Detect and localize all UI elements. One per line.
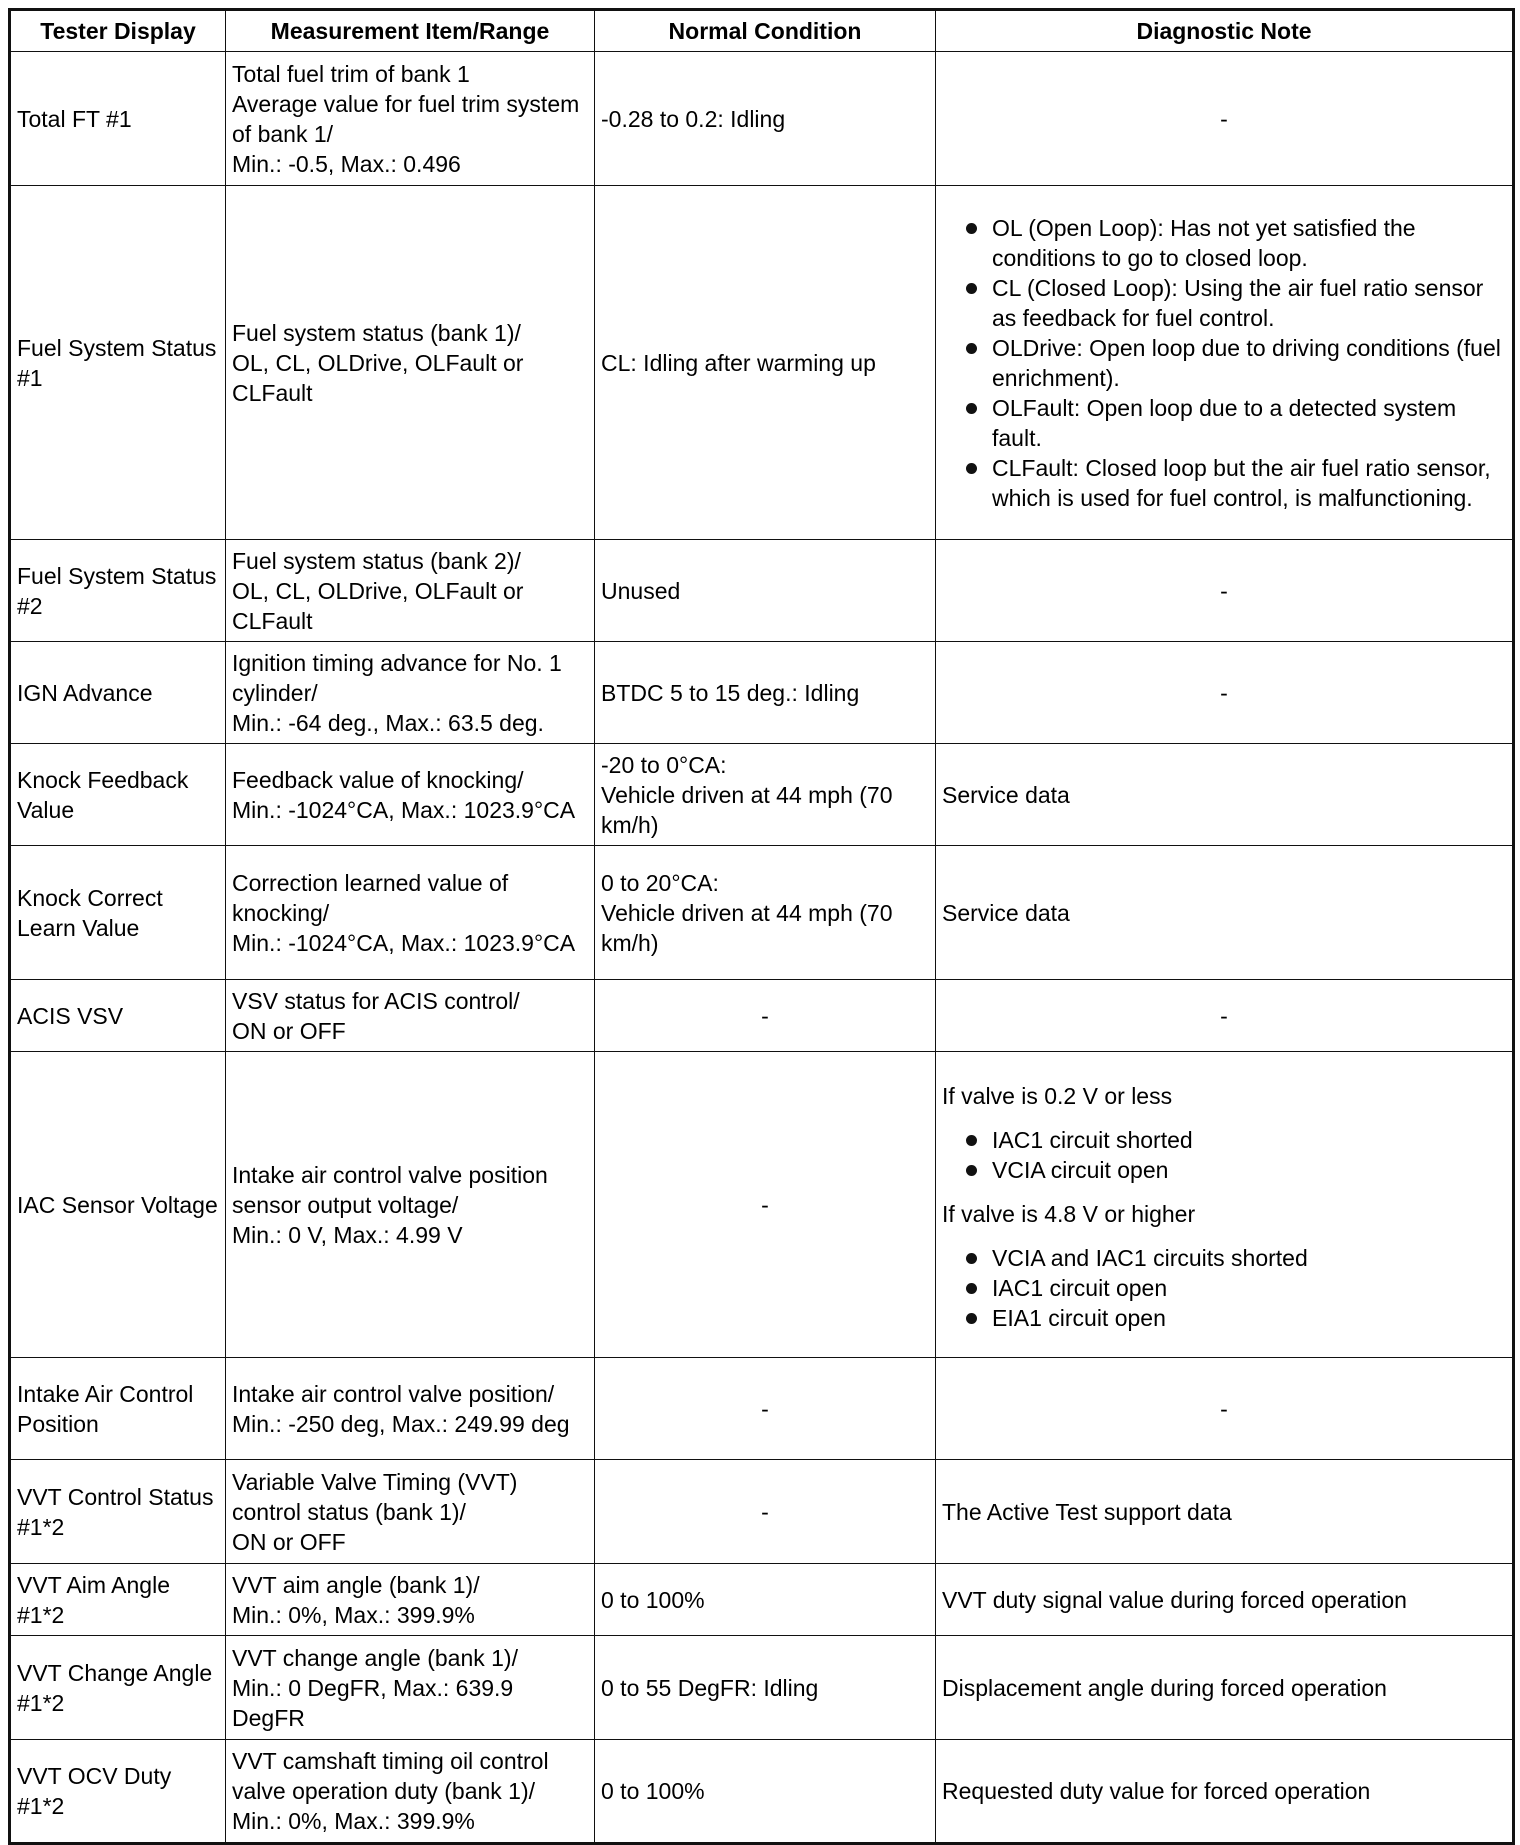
bullet-icon xyxy=(966,1253,977,1264)
header-tester-display: Tester Display xyxy=(10,10,226,52)
diagnostic-note-cell xyxy=(936,540,1514,642)
diagnostic-note-text: - xyxy=(1220,1395,1228,1422)
normal-condition-text: Vehicle driven at 44 mph (70 km/h) xyxy=(601,781,893,838)
normal-condition-text: BTDC 5 to 15 deg.: Idling xyxy=(601,679,860,706)
measurement-cell xyxy=(226,1052,595,1358)
diagnostic-note-cell xyxy=(936,186,1514,540)
diagnostic-note-text: The Active Test support data xyxy=(942,1498,1232,1525)
measurement-cell xyxy=(226,540,595,642)
list-item: OLDrive: Open loop due to driving conditions (fuel enrichment). xyxy=(942,333,1506,393)
list-item: IAC1 circuit open xyxy=(942,1273,1506,1303)
table-row xyxy=(10,744,1514,846)
normal-condition-cell xyxy=(595,846,936,980)
measurement-text: Total fuel trim of bank 1 xyxy=(232,60,470,87)
normal-condition-text: CL: Idling after warming up xyxy=(601,349,876,376)
measurement-cell xyxy=(226,980,595,1052)
measurement-cell xyxy=(226,1460,595,1564)
tester-display-cell xyxy=(10,1636,226,1740)
tester-display-text: Total FT #1 xyxy=(17,105,132,132)
measurement-text: ON or OFF xyxy=(232,1017,346,1044)
diagnostic-note-cell xyxy=(936,1358,1514,1460)
diagnostic-note-cell xyxy=(936,1740,1514,1844)
measurement-text: Correction learned value of knocking/ xyxy=(232,869,509,926)
normal-condition-text: - xyxy=(761,1191,769,1218)
table-row xyxy=(10,846,1514,980)
tester-display-text: Knock Feedback Value xyxy=(17,766,189,823)
bullet-icon xyxy=(966,1165,977,1176)
tester-display-text: Fuel System Status #2 xyxy=(17,562,217,619)
tester-display-cell xyxy=(10,52,226,186)
list-item: OLFault: Open loop due to a detected system fault. xyxy=(942,393,1506,453)
normal-condition-text: 0 to 100% xyxy=(601,1778,705,1804)
list-item: VCIA circuit open xyxy=(942,1155,1506,1185)
diagnostic-note-cell xyxy=(936,980,1514,1052)
tester-display-cell xyxy=(10,1358,226,1460)
diagnostic-note-text: - xyxy=(1220,577,1228,604)
table-row xyxy=(10,1740,1514,1844)
tester-display-text: Fuel System Status #1 xyxy=(17,334,217,391)
measurement-text: VVT camshaft timing oil control valve operation duty (bank 1)/ xyxy=(232,1748,549,1804)
measurement-text: Intake air control valve position/ xyxy=(232,1380,555,1407)
table-row xyxy=(10,52,1514,186)
normal-condition-cell xyxy=(595,980,936,1052)
measurement-text: Min.: 0%, Max.: 399.9% xyxy=(232,1601,475,1628)
measurement-text: Intake air control valve position sensor output voltage/ xyxy=(232,1161,548,1218)
table-row xyxy=(10,1358,1514,1460)
bullet-icon xyxy=(966,1135,977,1146)
list-item: CLFault: Closed loop but the air fuel ratio sensor, which is used for fuel control, is malfunctioning. xyxy=(942,453,1506,513)
measurement-text: Variable Valve Timing (VVT) control status (bank 1)/ xyxy=(232,1468,518,1525)
list-item: VCIA and IAC1 circuits shorted xyxy=(942,1243,1506,1273)
diagnostic-note-condition: If valve is 0.2 V or less xyxy=(942,1082,1173,1109)
normal-condition-text: Unused xyxy=(601,577,681,604)
diagnostic-note-cell xyxy=(936,1460,1514,1564)
tester-display-cell xyxy=(10,846,226,980)
tester-display-cell xyxy=(10,186,226,540)
measurement-text: Min.: 0 V, Max.: 4.99 V xyxy=(232,1221,463,1248)
normal-condition-cell xyxy=(595,1564,936,1636)
tester-display-text: Knock Correct Learn Value xyxy=(17,884,163,941)
table-row xyxy=(10,186,1514,540)
measurement-cell xyxy=(226,1636,595,1740)
diagnostic-note-text: Displacement angle during forced operation xyxy=(942,1674,1387,1701)
measurement-cell xyxy=(226,1358,595,1460)
normal-condition-text: - xyxy=(761,1395,769,1422)
tester-display-text: ACIS VSV xyxy=(17,1002,124,1029)
tester-display-cell xyxy=(10,1460,226,1564)
measurement-text: OL, CL, OLDrive, OLFault or CLFault xyxy=(232,349,524,406)
diagnostic-note-text: VVT duty signal value during forced operation xyxy=(942,1586,1407,1613)
normal-condition-cell xyxy=(595,1358,936,1460)
normal-condition-cell xyxy=(595,540,936,642)
table-row xyxy=(10,1460,1514,1564)
normal-condition-text: - xyxy=(761,1002,769,1029)
list-item: EIA1 circuit open xyxy=(942,1303,1506,1333)
tester-display-cell xyxy=(10,744,226,846)
normal-condition-text: 0 to 55 DegFR: Idling xyxy=(601,1674,819,1701)
measurement-text: Ignition timing advance for No. 1 cylinder/ xyxy=(232,649,562,706)
bullet-icon xyxy=(966,343,977,354)
tester-display-text: VVT Control Status #1*2 xyxy=(17,1483,214,1540)
normal-condition-cell xyxy=(595,744,936,846)
measurement-text: VVT change angle (bank 1)/ xyxy=(232,1644,518,1671)
normal-condition-text: -0.28 to 0.2: Idling xyxy=(601,105,786,132)
tester-display-cell xyxy=(10,642,226,744)
normal-condition-cell xyxy=(595,1052,936,1358)
tester-display-text: VVT Aim Angle #1*2 xyxy=(17,1571,170,1628)
normal-condition-cell xyxy=(595,186,936,540)
header-row xyxy=(10,10,1514,52)
normal-condition-cell xyxy=(595,52,936,186)
measurement-text: Min.: 0 DegFR, Max.: 639.9 DegFR xyxy=(232,1674,514,1731)
table-row xyxy=(10,980,1514,1052)
bullet-icon xyxy=(966,403,977,414)
measurement-text: Feedback value of knocking/ xyxy=(232,766,524,793)
measurement-cell xyxy=(226,642,595,744)
measurement-text: Min.: -64 deg., Max.: 63.5 deg. xyxy=(232,709,544,736)
measurement-text: OL, CL, OLDrive, OLFault or CLFault xyxy=(232,577,524,634)
diagnostic-note-text: Service data xyxy=(942,781,1070,808)
diagnostic-note-cell xyxy=(936,1636,1514,1740)
tester-display-text: IAC Sensor Voltage xyxy=(17,1191,218,1218)
measurement-text: Min.: -250 deg, Max.: 249.99 deg xyxy=(232,1410,570,1437)
normal-condition-cell xyxy=(595,1460,936,1564)
measurement-text: Min.: -1024°CA, Max.: 1023.9°CA xyxy=(232,796,576,823)
diagnostic-note-cell xyxy=(936,846,1514,980)
list-item: OL (Open Loop): Has not yet satisfied the conditions to go to closed loop. xyxy=(942,213,1506,273)
measurement-text: Min.: 0%, Max.: 399.9% xyxy=(232,1808,475,1834)
tester-display-text: Intake Air Control Position xyxy=(17,1380,194,1437)
list-item: IAC1 circuit shorted xyxy=(942,1125,1506,1155)
data-list-table xyxy=(8,8,1515,1845)
header-measurement-item: Measurement Item/Range xyxy=(226,10,595,52)
measurement-cell xyxy=(226,1564,595,1636)
tester-display-cell xyxy=(10,980,226,1052)
diagnostic-note-text: - xyxy=(1220,679,1228,706)
table-row xyxy=(10,1564,1514,1636)
diagnostic-note-cell xyxy=(936,744,1514,846)
header-diagnostic-note: Diagnostic Note xyxy=(936,10,1514,52)
diagnostic-note-text: - xyxy=(1220,1002,1228,1029)
measurement-cell xyxy=(226,52,595,186)
table-row xyxy=(10,642,1514,744)
bullet-icon xyxy=(966,223,977,234)
diagnostic-note-cell xyxy=(936,52,1514,186)
tester-display-text: VVT OCV Duty #1*2 xyxy=(17,1763,172,1819)
bullet-icon xyxy=(966,463,977,474)
measurement-cell xyxy=(226,1740,595,1844)
normal-condition-cell xyxy=(595,1740,936,1844)
bullet-icon xyxy=(966,1283,977,1294)
data-list-sheet xyxy=(8,8,1512,1845)
measurement-text: VVT aim angle (bank 1)/ xyxy=(232,1571,480,1598)
measurement-text: ON or OFF xyxy=(232,1528,346,1555)
list-item: CL (Closed Loop): Using the air fuel ratio sensor as feedback for fuel control. xyxy=(942,273,1506,333)
diagnostic-note-list xyxy=(942,213,1506,513)
measurement-cell xyxy=(226,186,595,540)
diagnostic-note-text: Requested duty value for forced operation xyxy=(942,1778,1371,1804)
tester-display-cell xyxy=(10,1052,226,1358)
bullet-icon xyxy=(966,283,977,294)
header-normal-condition: Normal Condition xyxy=(595,10,936,52)
tester-display-cell xyxy=(10,1740,226,1844)
tester-display-text: IGN Advance xyxy=(17,679,153,706)
tester-display-text: VVT Change Angle #1*2 xyxy=(17,1659,213,1716)
diagnostic-note-list xyxy=(942,1243,1506,1333)
measurement-text: VSV status for ACIS control/ xyxy=(232,987,520,1014)
measurement-cell xyxy=(226,846,595,980)
normal-condition-cell xyxy=(595,642,936,744)
table-row xyxy=(10,540,1514,642)
normal-condition-cell xyxy=(595,1636,936,1740)
measurement-text: Min.: -0.5, Max.: 0.496 xyxy=(232,150,461,177)
diagnostic-note-list xyxy=(942,1125,1506,1185)
diagnostic-note-condition: If valve is 4.8 V or higher xyxy=(942,1200,1196,1227)
normal-condition-text: Vehicle driven at 44 mph (70 km/h) xyxy=(601,899,893,956)
normal-condition-text: -20 to 0°CA: xyxy=(601,751,727,778)
normal-condition-text: - xyxy=(761,1498,769,1525)
measurement-cell xyxy=(226,744,595,846)
table-row xyxy=(10,1636,1514,1740)
diagnostic-note-cell xyxy=(936,1564,1514,1636)
normal-condition-text: 0 to 20°CA: xyxy=(601,869,719,896)
measurement-text: Fuel system status (bank 1)/ xyxy=(232,319,521,346)
tester-display-cell xyxy=(10,540,226,642)
diagnostic-note-cell xyxy=(936,1052,1514,1358)
tester-display-cell xyxy=(10,1564,226,1636)
table-row xyxy=(10,1052,1514,1358)
bullet-icon xyxy=(966,1313,977,1324)
measurement-text: Min.: -1024°CA, Max.: 1023.9°CA xyxy=(232,929,576,956)
diagnostic-note-text: Service data xyxy=(942,899,1070,926)
normal-condition-text: 0 to 100% xyxy=(601,1586,705,1613)
diagnostic-note-cell xyxy=(936,642,1514,744)
measurement-text: Fuel system status (bank 2)/ xyxy=(232,547,521,574)
measurement-text: Average value for fuel trim system of bank 1/ xyxy=(232,90,580,147)
diagnostic-note-text: - xyxy=(1220,105,1228,132)
